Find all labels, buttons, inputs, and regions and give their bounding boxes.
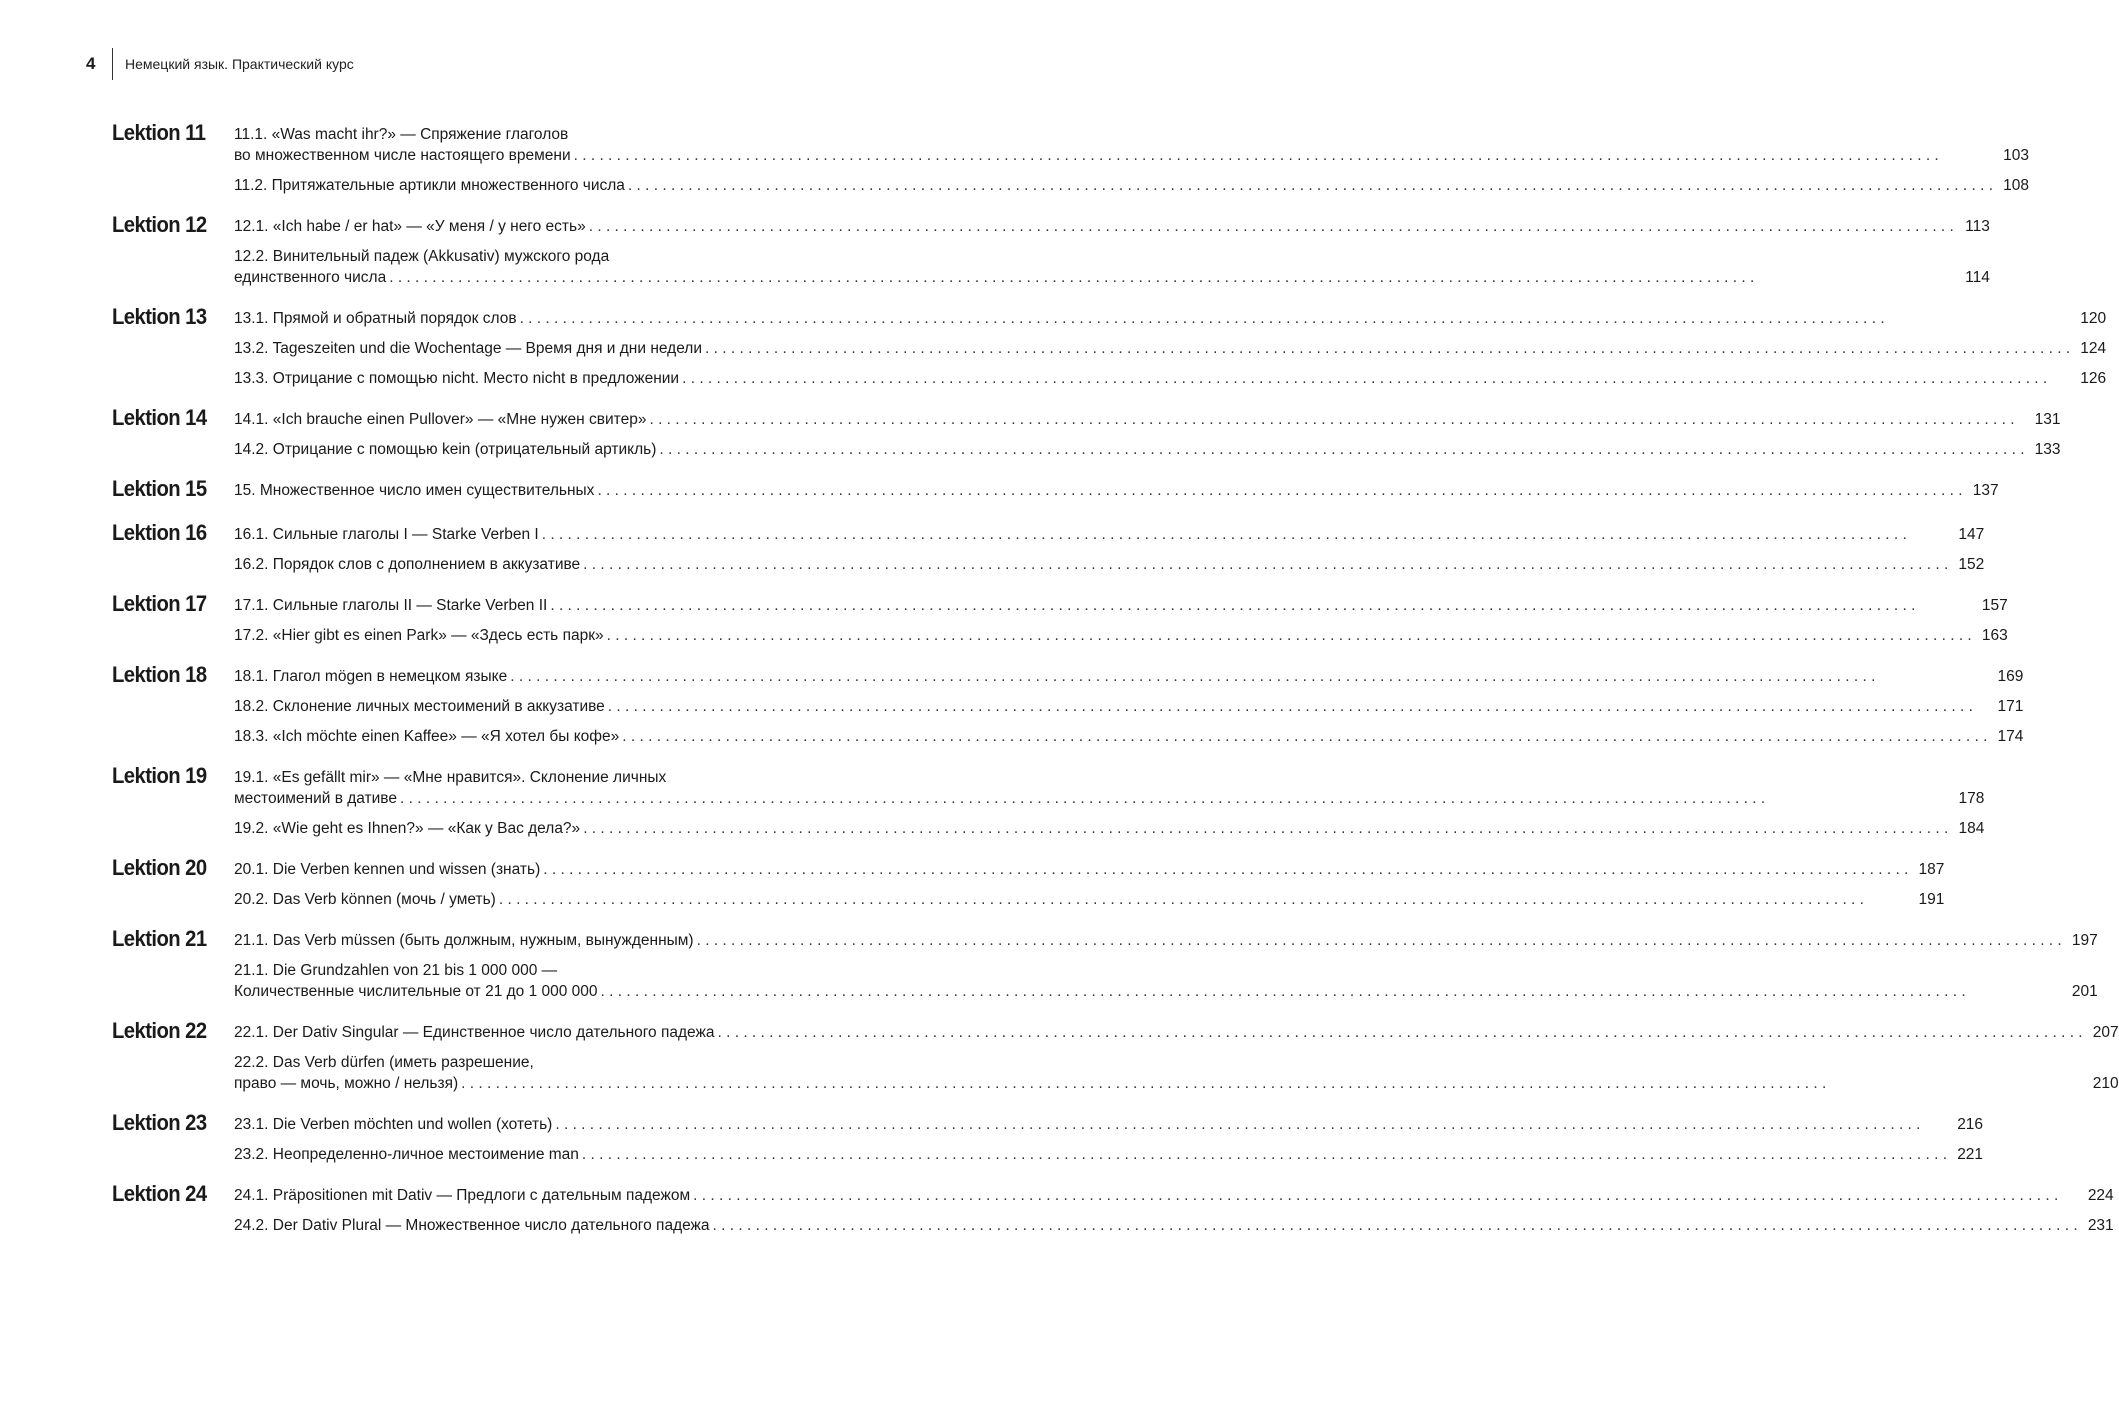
page-ref: 133: [2034, 441, 2061, 458]
lesson-entries: [234, 474, 1999, 504]
toc-entry-row: [234, 930, 2098, 951]
toc-entry[interactable]: [234, 216, 1990, 237]
dot-leader: [649, 409, 2024, 430]
page-ref: 224: [2087, 1187, 2114, 1204]
toc-entry-title: 13.2. Tageszeiten und die Wochentage — Время дня и дни недели: [234, 340, 703, 357]
lesson-entries: [234, 403, 2061, 460]
lesson-entries: [234, 302, 2106, 389]
toc-entry[interactable]: [234, 480, 1999, 501]
toc-entry[interactable]: [234, 859, 1944, 880]
toc-entry[interactable]: [234, 439, 2061, 460]
toc-entry-row: [234, 439, 2061, 460]
toc-entry-title: местоимений в дативе: [234, 790, 397, 807]
dot-leader: [582, 1144, 1947, 1165]
toc-entry-title: 15. Множественное число имен существительных: [234, 482, 595, 499]
toc-entry[interactable]: [234, 1144, 1983, 1165]
page-ref: 221: [1957, 1146, 1984, 1163]
toc-entry-title: 17.1. Сильные глаголы II — Starke Verben II: [234, 597, 548, 614]
lesson-block: [112, 1016, 2119, 1094]
lesson-block: [112, 761, 1985, 839]
lesson-title: Lektion 22: [112, 1018, 207, 1043]
dot-leader: [510, 666, 1987, 687]
lesson-entries: [234, 761, 1984, 839]
page-ref: 184: [1958, 820, 1985, 837]
toc-entry-title: Количественные числительные от 21 до 1 000 000: [234, 983, 598, 1000]
page-ref: 207: [2092, 1024, 2119, 1041]
lesson-block: [112, 589, 2008, 646]
lesson-title: Lektion 11: [112, 120, 206, 145]
dot-leader: [717, 1022, 2082, 1043]
toc-entry[interactable]: [234, 308, 2106, 329]
lesson-title: Lektion 14: [112, 405, 207, 430]
page-ref: 152: [1958, 556, 1985, 573]
toc-entry-title: 14.2. Отрицание с помощью kein (отрицательный артикль): [234, 441, 657, 458]
dot-leader: [583, 554, 1948, 575]
toc-entry-row: [234, 788, 1984, 809]
toc-entry-row: [234, 267, 1990, 288]
page-ref: 187: [1918, 861, 1945, 878]
toc-entry[interactable]: [234, 246, 1990, 288]
dot-leader: [520, 308, 2071, 329]
toc-entry-title-line: 11.1. «Was macht ihr?» — Спряжение глаголов: [234, 126, 569, 143]
lesson-entries: [234, 660, 2023, 747]
dot-leader: [583, 818, 1948, 839]
running-title: Немецкий язык. Практический курс: [125, 56, 354, 72]
toc-entry-title: 16.1. Сильные глаголы I — Starke Verben I: [234, 526, 539, 543]
dot-leader: [389, 267, 1954, 288]
lesson-title: Lektion 17: [112, 591, 207, 616]
toc-entry-row: [234, 524, 1984, 545]
lesson-title: Lektion 12: [112, 212, 207, 237]
lesson-block: [112, 210, 1990, 288]
toc-entry[interactable]: [234, 726, 2023, 747]
page-ref: 126: [2080, 370, 2107, 387]
toc-entry[interactable]: [234, 930, 2098, 951]
lesson-entries: [234, 210, 1990, 288]
lesson-entries: [234, 1016, 2119, 1094]
toc-entry-row: [234, 1114, 1983, 1135]
toc-entry-row: [234, 1144, 1983, 1165]
lesson-block: [112, 924, 2098, 1002]
toc-entry-title: 13.3. Отрицание с помощью nicht. Место nicht в предложении: [234, 370, 680, 387]
toc-entry[interactable]: [234, 524, 1984, 545]
toc-entry-title-line: 19.1. «Es gefällt mir» — «Мне нравится». Склонение личных: [234, 769, 667, 786]
page-ref: 120: [2080, 310, 2107, 327]
toc-entry-row: [234, 216, 1990, 237]
dot-leader: [622, 726, 1987, 747]
toc-entry-row: [234, 595, 2008, 616]
toc-entry-title-line: 21.1. Die Grundzahlen von 21 bis 1 000 000 —: [234, 962, 558, 979]
lesson-entries: [234, 589, 2008, 646]
toc-entry[interactable]: [234, 554, 1984, 575]
toc-entry-title: 11.2. Притяжательные артикли множественного числа: [234, 177, 625, 194]
lesson-title: Lektion 16: [112, 520, 207, 545]
toc-entry[interactable]: [234, 1185, 2114, 1206]
toc-entry-row: [234, 175, 2029, 196]
toc-entry-title: 18.2. Склонение личных местоимений в аккузативе: [234, 698, 605, 715]
toc-entry-title: 13.1. Прямой и обратный порядок слов: [234, 310, 517, 327]
toc-entry[interactable]: [234, 1215, 2114, 1236]
table-of-contents: [112, 118, 2119, 1236]
page-ref: 174: [1997, 728, 2024, 745]
toc-entry[interactable]: [234, 666, 2023, 687]
toc-entry-row: [234, 368, 2106, 389]
page-ref: 108: [2003, 177, 2030, 194]
toc-entry-row: [234, 308, 2106, 329]
toc-entry-title: 18.1. Глагол mögen в немецком языке: [234, 668, 508, 685]
lesson-block: [112, 518, 1985, 575]
toc-entry[interactable]: [234, 124, 2029, 166]
dot-leader: [499, 889, 1909, 910]
toc-entry[interactable]: [234, 175, 2029, 196]
lesson-title: Lektion 24: [112, 1181, 207, 1206]
lesson-entries: [234, 853, 1944, 910]
page-ref: 171: [1997, 698, 2024, 715]
page-ref: 157: [1981, 597, 2008, 614]
toc-entry[interactable]: [234, 1052, 2119, 1094]
page-ref: 197: [2071, 932, 2098, 949]
dot-leader: [555, 1114, 1947, 1135]
toc-entry-title: 12.1. «Ich habe / er hat» — «У меня / у него есть»: [234, 218, 586, 235]
lesson-title: Lektion 23: [112, 1110, 207, 1135]
toc-entry-row: [234, 554, 1984, 575]
dot-leader: [608, 696, 1988, 717]
toc-entry[interactable]: [234, 696, 2023, 717]
page-ref: 216: [1957, 1116, 1984, 1133]
lesson-title: Lektion 15: [112, 476, 207, 501]
toc-entry-row: [234, 625, 2008, 646]
toc-entry[interactable]: [234, 595, 2008, 616]
toc-entry-title: право — мочь, можно / нельзя): [234, 1075, 459, 1092]
toc-entry-title: во множественном числе настоящего времени: [234, 147, 571, 164]
lesson-block: [112, 1179, 2114, 1236]
page-ref: 137: [1972, 482, 1999, 499]
dot-leader: [713, 1215, 2078, 1236]
page-ref: 169: [1997, 668, 2024, 685]
dot-leader: [574, 145, 1993, 166]
page-number: 4: [86, 54, 96, 73]
dot-leader: [628, 175, 1993, 196]
page-ref: 231: [2087, 1217, 2114, 1234]
page-ref: 147: [1958, 526, 1985, 543]
toc-entry-title: 22.1. Der Dativ Singular — Единственное число дательного падежа: [234, 1024, 715, 1041]
page-ref: 201: [2071, 983, 2098, 1000]
dot-leader: [697, 930, 2062, 951]
dot-leader: [542, 524, 1949, 545]
toc-entry[interactable]: [234, 625, 2008, 646]
lesson-title: Lektion 13: [112, 304, 207, 329]
toc-entry-row: [234, 696, 2023, 717]
page-ref: 210: [2092, 1075, 2119, 1092]
toc-entry[interactable]: [234, 1114, 1983, 1135]
page-ref: 113: [1965, 218, 1990, 235]
page-ref: 178: [1958, 790, 1985, 807]
lesson-entries: [234, 1179, 2114, 1236]
page-ref: 124: [2080, 340, 2107, 357]
dot-leader: [461, 1073, 2082, 1094]
toc-entry-row: [234, 666, 2023, 687]
toc-entry-title: 23.2. Неопределенно-личное местоимение man: [234, 1146, 579, 1163]
toc-entry-row: [234, 981, 2098, 1002]
toc-entry-title: 18.3. «Ich möchte einen Kaffee» — «Я хотел бы кофе»: [234, 728, 620, 745]
toc-entry-title: 23.1. Die Verben möchten und wollen (хотеть): [234, 1116, 553, 1133]
toc-entry[interactable]: [234, 1022, 2119, 1043]
toc-entry-title: единственного числа: [234, 269, 387, 286]
lesson-block: [112, 660, 2024, 747]
lesson-entries: [234, 1108, 1983, 1165]
dot-leader: [705, 338, 2070, 359]
dot-leader: [693, 1185, 2078, 1206]
lesson-title: Lektion 20: [112, 855, 207, 880]
toc-entry-row: [234, 859, 1944, 880]
toc-entry-row: [234, 480, 1999, 501]
toc-entry-row: [234, 726, 2023, 747]
lesson-block: [112, 403, 2061, 460]
toc-entry-title: 16.2. Порядок слов с дополнением в аккузативе: [234, 556, 581, 573]
dot-leader: [659, 439, 2024, 460]
toc-entry-row: [234, 338, 2106, 359]
toc-entry-row: [234, 409, 2061, 430]
lesson-block: [112, 474, 1999, 504]
page-ref: 114: [1965, 269, 1990, 286]
lesson-entries: [234, 118, 2029, 196]
toc-entry-title-line: 12.2. Винительный падеж (Akkusativ) мужского рода: [234, 248, 610, 265]
page-ref: 103: [2003, 147, 2030, 164]
toc-entry[interactable]: [234, 889, 1944, 910]
lesson-block: [112, 1108, 1984, 1165]
toc-entry-row: [234, 1073, 2119, 1094]
lesson-title: Lektion 18: [112, 662, 207, 687]
toc-entry-title: 14.1. «Ich brauche einen Pullover» — «Мне нужен свитер»: [234, 411, 647, 428]
toc-entry-title: 24.2. Der Dativ Plural — Множественное число дательного падежа: [234, 1217, 710, 1234]
toc-entry-row: [234, 889, 1944, 910]
page-ref: 163: [1981, 627, 2008, 644]
toc-entry[interactable]: [234, 818, 1984, 839]
page-ref: 131: [2034, 411, 2061, 428]
dot-leader: [550, 595, 1971, 616]
toc-entry[interactable]: [234, 338, 2106, 359]
toc-entry-row: [234, 1215, 2114, 1236]
lesson-entries: [234, 518, 1984, 575]
toc-entry[interactable]: [234, 960, 2098, 1002]
dot-leader: [597, 480, 1962, 501]
toc-entry-row: [234, 1185, 2114, 1206]
toc-entry-row: [234, 1022, 2119, 1043]
toc-entry-title: 17.2. «Hier gibt es einen Park» — «Здесь есть парк»: [234, 627, 604, 644]
dot-leader: [589, 216, 1954, 237]
lesson-entries: [234, 924, 2098, 1002]
lesson-block: [112, 118, 2030, 196]
toc-entry-title: 19.2. «Wie geht es Ihnen?» — «Как у Вас дела?»: [234, 820, 581, 837]
toc-entry-title: 21.1. Das Verb müssen (быть должным, нужным, вынужденным): [234, 932, 694, 949]
toc-entry-title-line: 22.2. Das Verb dürfen (иметь разрешение,: [234, 1054, 534, 1071]
dot-leader: [601, 981, 2062, 1002]
toc-entry[interactable]: [234, 368, 2106, 389]
toc-entry[interactable]: [234, 409, 2061, 430]
lesson-title: Lektion 19: [112, 763, 207, 788]
dot-leader: [607, 625, 1972, 646]
toc-entry-title: 20.1. Die Verben kennen und wissen (знать): [234, 861, 541, 878]
dot-leader: [682, 368, 2070, 389]
lesson-title: Lektion 21: [112, 926, 207, 951]
page-ref: 191: [1918, 891, 1945, 908]
dot-leader: [400, 788, 1948, 809]
lesson-block: [112, 853, 1945, 910]
toc-entry[interactable]: [234, 767, 1984, 809]
dot-leader: [543, 859, 1908, 880]
toc-entry-title: 24.1. Präpositionen mit Dativ — Предлоги с дательным падежом: [234, 1187, 691, 1204]
toc-entry-row: [234, 818, 1984, 839]
header-divider: [112, 48, 113, 80]
toc-entry-row: [234, 145, 2029, 166]
page-header: [86, 48, 354, 80]
lesson-block: [112, 302, 2107, 389]
toc-entry-title: 20.2. Das Verb können (мочь / уметь): [234, 891, 496, 908]
